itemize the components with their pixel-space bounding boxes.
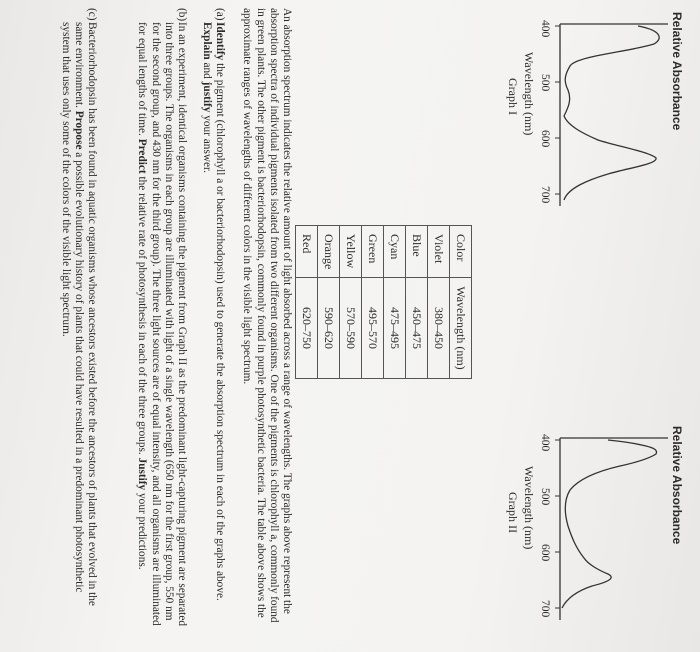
table-cell-color: Green <box>362 226 384 278</box>
question-c-label: (c) <box>86 8 98 21</box>
question-c-text2: a possible evolutionary history of plants that could have resulted in a predominant photosynthetic system that uses only some of the colors of the visible light spectrum. <box>59 22 85 593</box>
question-a-verb-identify: Identify <box>214 22 226 61</box>
table-cell-color: Red <box>296 226 318 278</box>
graph1-tick-label: 700 <box>539 186 551 204</box>
table-cell-color: Cyan <box>384 226 406 278</box>
question-a-verb-justify: justify <box>200 81 213 113</box>
question-b-verb-justify: Justify <box>136 457 149 491</box>
question-a-text <box>200 22 226 626</box>
question-a-label: (a) <box>214 8 226 21</box>
rotated-document <box>8 0 688 638</box>
table-cell-color: Orange <box>318 226 340 278</box>
question-a-verb-explain: Explain <box>200 22 213 60</box>
question-b-text3: your predictions. <box>136 490 149 570</box>
table-cell-range: 450–475 <box>406 278 428 378</box>
graph1-caption: Graph I <box>506 78 520 115</box>
graph2-absorbance-curve <box>562 440 657 608</box>
question-c-verb-propose: Propose <box>72 110 85 150</box>
graph1-xlabel: Wavelength (nm) <box>522 52 536 136</box>
question-b-verb-predict: Predict <box>136 138 149 174</box>
graph1-tick-label: 500 <box>539 74 551 92</box>
table-cell-range: 620–750 <box>296 278 318 378</box>
table-row <box>362 226 384 379</box>
graph1-tick-label: 600 <box>539 130 551 148</box>
color-wavelength-table <box>295 225 472 379</box>
question-b-text2: the relative rate of photosynthesis in each of the three groups. <box>136 173 149 458</box>
table-header-wavelength: Wavelength (nm) <box>450 278 472 378</box>
table-row <box>406 226 428 379</box>
question-c-text <box>58 22 98 626</box>
table-header-row <box>450 226 472 379</box>
graph2-caption: Graph II <box>506 492 520 533</box>
graph2-ylabel: Relative Absorbance <box>670 426 684 545</box>
graph1-tick-label: 400 <box>539 20 551 38</box>
graph2-tick-label: 400 <box>539 434 551 452</box>
question-a-text-after: your answer. <box>200 112 213 173</box>
table-cell-range: 495–570 <box>362 278 384 378</box>
table-row <box>428 226 450 379</box>
question-c <box>38 8 98 626</box>
graph2-xlabel: Wavelength (nm) <box>522 466 536 550</box>
table-cell-range: 380–450 <box>428 278 450 378</box>
question-b-text1: In an experiment, identical organisms containing the pigment from Graph II as the predominant light-capturing pigment are separated into three groups. The organisms in each group are illuminated with light of a single wavelength (650 nm for the first group, 550 nm for the second group, and 430 nm for the third group). The three light sources are of equal intensity, and all organisms are illuminated for equal lengths of time. <box>136 22 188 626</box>
graph2-plot <box>518 430 668 630</box>
question-b-text <box>135 22 188 626</box>
table-cell-color: Violet <box>428 226 450 278</box>
table-row <box>340 226 362 379</box>
table-cell-color: Yellow <box>340 226 362 278</box>
graph2-tick-label: 600 <box>539 544 551 562</box>
question-b <box>108 8 188 626</box>
table-cell-color: Blue <box>406 226 428 278</box>
graph2-tick-label: 500 <box>539 488 551 506</box>
graph1-absorbance-curve <box>564 26 659 200</box>
table-cell-range: 475–495 <box>384 278 406 378</box>
table-cell-range: 590–620 <box>318 278 340 378</box>
intro-paragraph: An absorption spectrum indicates the relative amount of light absorbed across a range of wavelengths. The graphs above represent the absorption spectra of individual pigments isolated from two different organisms. One of the pigments is chlorophyll a, commonly found in green plants. The other pigment is bacteriorhodopsin, commonly found in purple photosynthetic bacteria. The table above shows the approximate ranges of wavelengths of different colors in the visible light spectrum. <box>241 8 293 623</box>
question-a-text-and: and <box>200 59 213 82</box>
question-b-label: (b) <box>176 8 188 22</box>
table-header-color: Color <box>450 226 472 278</box>
question-a-text-mid: the pigment (chlorophyll a or bacteriorhodopsin) used to generate the absorption spectrum in each of the graphs above. <box>214 60 226 601</box>
table-row <box>296 226 318 379</box>
table-row <box>384 226 406 379</box>
table-row <box>318 226 340 379</box>
table-cell-range: 570–590 <box>340 278 362 378</box>
graph1-ylabel: Relative Absorbance <box>670 12 684 131</box>
question-a <box>196 8 226 626</box>
question-c-text1: Bacteriorhodopsin has been found in aquatic organisms whose ancestors existed before the ancestors of plants that evolved in the same environment. <box>72 22 98 606</box>
graph1-plot <box>518 16 668 216</box>
graph2-tick-label: 700 <box>539 600 551 618</box>
